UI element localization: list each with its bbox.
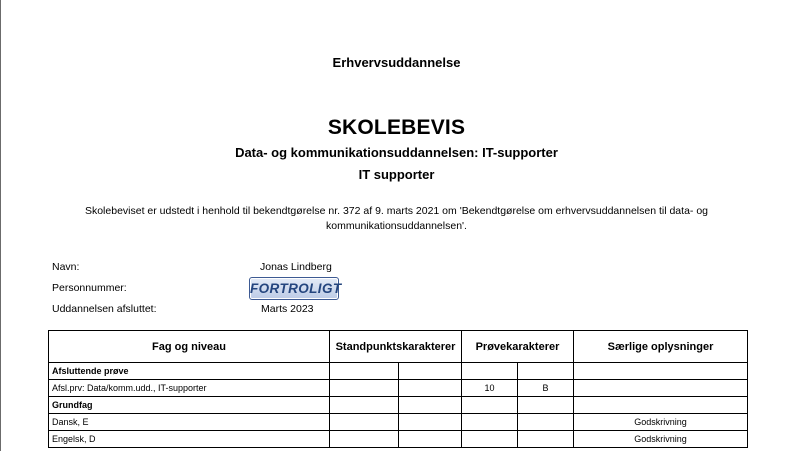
header-subject: Fag og niveau	[49, 331, 330, 363]
section-title: Grundfag	[49, 397, 330, 414]
grades-table	[48, 330, 748, 448]
header-notes: Særlige oplysninger	[574, 331, 748, 363]
subject-cell: Dansk, E	[49, 414, 330, 431]
exam-scale-cell: B	[518, 380, 574, 397]
standpoint-grade-cell	[330, 431, 399, 448]
subject-cell: Afsl.prv: Data/komm.udd., IT-supporter	[49, 380, 330, 397]
notes-cell	[574, 380, 748, 397]
section-row	[49, 363, 748, 380]
standpoint-scale-cell	[399, 414, 462, 431]
standpoint-grade-cell	[330, 380, 399, 397]
completed-label: Uddannelsen afsluttet:	[52, 303, 157, 315]
empty-cell	[399, 363, 462, 380]
standpoint-scale-cell	[399, 380, 462, 397]
table-row	[49, 414, 748, 431]
standpoint-grade-cell	[330, 414, 399, 431]
empty-cell	[399, 397, 462, 414]
empty-cell	[330, 397, 399, 414]
document-title: SKOLEBEVIS	[327, 116, 466, 139]
completed-value: Marts 2023	[261, 303, 314, 315]
standpoint-scale-cell	[399, 431, 462, 448]
name-value: Jonas Lindberg	[260, 261, 332, 273]
specialization-subtitle: IT supporter	[358, 167, 435, 182]
table-header-row	[49, 331, 748, 363]
notes-cell: Godskrivning	[574, 431, 748, 448]
empty-cell	[518, 363, 574, 380]
legal-statement: Skolebeviset er udstedt i henhold til bekendtgørelse nr. 372 af 9. marts 2021 om 'Bekendtgørelse om erhvervsuddannelsen til data- og kommunikationsuddannelsen'.	[84, 205, 709, 232]
confidential-stamp: FORTROLIGT	[249, 277, 339, 300]
document-header: Erhvervsuddannelse	[332, 55, 461, 70]
exam-scale-cell	[518, 414, 574, 431]
empty-cell	[462, 363, 518, 380]
empty-cell	[330, 363, 399, 380]
cpr-label: Personnummer:	[52, 282, 127, 294]
section-title: Afsluttende prøve	[49, 363, 330, 380]
header-standpoint: Standpunktskarakterer	[330, 331, 462, 363]
empty-cell	[518, 397, 574, 414]
exam-grade-cell	[462, 431, 518, 448]
empty-cell	[462, 397, 518, 414]
empty-cell	[574, 363, 748, 380]
exam-scale-cell	[518, 431, 574, 448]
name-label: Navn:	[52, 261, 80, 273]
subject-cell: Engelsk, D	[49, 431, 330, 448]
exam-grade-cell	[462, 414, 518, 431]
education-subtitle: Data- og kommunikationsuddannelsen: IT-supporter	[235, 145, 558, 160]
header-exam: Prøvekarakterer	[462, 331, 574, 363]
table-row	[49, 431, 748, 448]
section-row	[49, 397, 748, 414]
notes-cell: Godskrivning	[574, 414, 748, 431]
empty-cell	[574, 397, 748, 414]
exam-grade-cell: 10	[462, 380, 518, 397]
table-row	[49, 380, 748, 397]
